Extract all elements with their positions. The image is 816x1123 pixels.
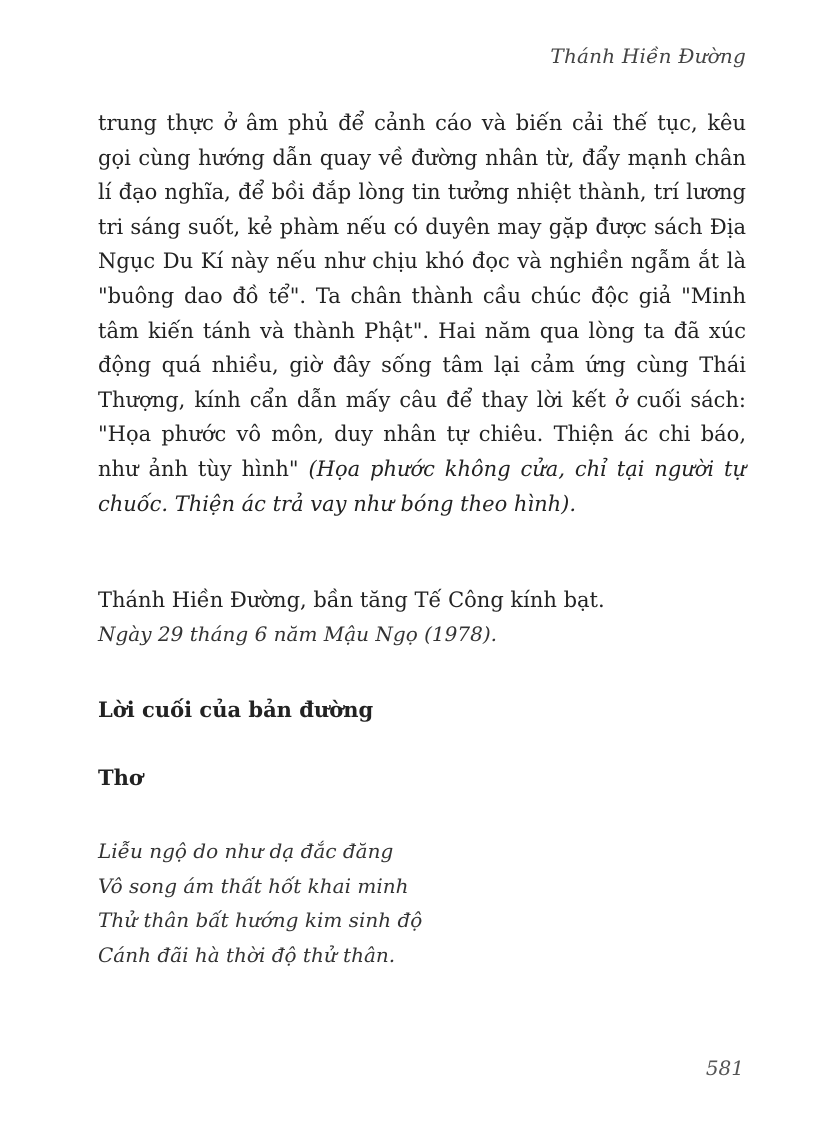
poem-line: Liễu ngộ do như dạ đắc đăng [98, 839, 394, 863]
signature-date: Ngày 29 tháng 6 năm Mậu Ngọ (1978). [98, 622, 497, 646]
body-paragraph [98, 106, 746, 521]
poem-block [98, 834, 422, 972]
page-number: 581 [705, 1056, 744, 1080]
poem-subheading: Thơ [98, 765, 143, 790]
section-heading: Lời cuối của bản đường [98, 697, 374, 722]
running-header-title: Thánh Hiền Đường [550, 44, 746, 68]
body-paragraph-translation: (Họa phước không cửa, chỉ tại người tự chuốc. Thiện ác trả vay như bóng theo hình). [98, 456, 746, 516]
signature-line: Thánh Hiền Đường, bần tăng Tế Công kính bạt. [98, 588, 605, 612]
poem-line: Vô song ám thất hốt khai minh [98, 873, 409, 898]
poem-line: Thử thân bất hướng kim sinh độ [98, 908, 423, 933]
body-paragraph-text: trung thực ở âm phủ để cảnh cáo và biến cải thế tục, kêu gọi cùng hướng dẫn quay về đường nhân từ, đẩy mạnh chân lí đạo nghĩa, để bồi đắp lòng tin tưởng nhiệt thành, trí lương tri sáng suốt, kẻ phàm nếu có duyên may gặp được sách Địa Ngục Du Kí này nếu như chịu khó đọc và nghiền ngẫm ắt là "buông dao đồ tể". Ta chân thành cầu chúc độc giả "Minh tâm kiến tánh và thành Phật". Hai năm qua lòng ta đã xúc động quá nhiều, giờ đây sống tâm lại cảm ứng cùng Thái Thượng, kính cẩn dẫn mấy câu để thay lời kết ở cuối sách: "Họa phước vô môn, duy nhân tự chiêu. Thiện ác chi báo, như ảnh tùy hình" [98, 111, 746, 481]
poem-line: Cánh đãi hà thời độ thử thân. [98, 942, 396, 967]
